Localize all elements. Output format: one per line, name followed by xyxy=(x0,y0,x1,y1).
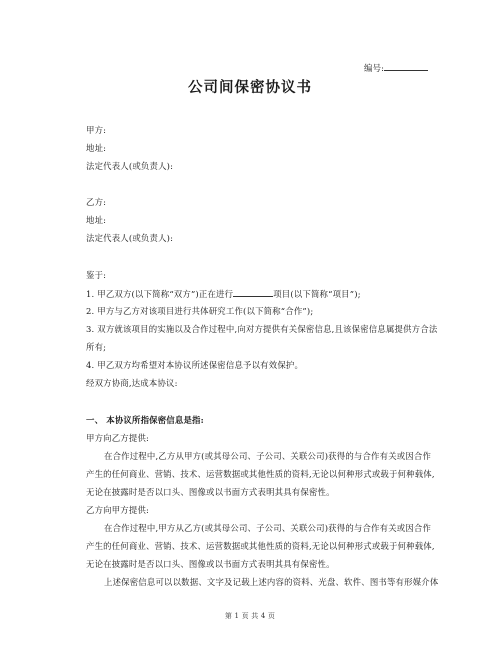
party-a-address: 地址: xyxy=(86,143,107,153)
recital-item-1 xyxy=(86,288,361,300)
section-1-sub-b: 乙方向甲方提供: xyxy=(86,505,150,515)
serial-number-label: 编号: xyxy=(364,63,385,73)
document-title: 公司间保密协议书 xyxy=(188,79,312,96)
section-1-heading: 一、 本协议所指保密信息是指: xyxy=(86,415,204,425)
section-1-para-c-line-1: 上述保密信息可以以数据、文字及记载上述内容的资料、光盘、软件、图书等有形媒介体 xyxy=(104,577,439,587)
section-1-para-b-line-1: 在合作过程中,甲方从乙方(或其母公司、子公司、关联公司)获得的与合作有关或因合作 xyxy=(104,523,432,533)
party-b-representative: 法定代表人(或负责人): xyxy=(86,233,174,243)
party-b-label: 乙方: xyxy=(86,197,107,207)
page-footer: 第 1 页 共 4 页 xyxy=(224,612,276,620)
recital-item-1-text-b: 项目(以下简称“项目”); xyxy=(273,289,361,299)
project-name-blank xyxy=(233,288,273,297)
recital-item-1-text-a: 1. 甲乙双方(以下简称“双方”)正在进行 xyxy=(86,289,234,299)
recitals-heading: 鉴于: xyxy=(86,270,107,280)
recital-item-3-line-2: 所有; xyxy=(86,342,107,352)
party-b-address: 地址: xyxy=(86,215,107,225)
recital-item-2: 2. 甲方与乙方对该项目进行共体研究工作(以下简称“合作”); xyxy=(86,306,314,316)
section-1-sub-a: 甲方向乙方提供: xyxy=(86,433,150,443)
section-1-para-b-line-3: 无论在披露时是否以口头、图像或以书面方式表明其具有保密性。 xyxy=(86,559,335,569)
recital-item-4: 4. 甲乙双方均希望对本协议所述保密信息予以有效保护。 xyxy=(86,360,304,370)
party-a-representative: 法定代表人(或负责人): xyxy=(86,161,174,171)
section-1-para-b-line-2: 产生的任何商业、营销、技术、运营数据或其他性质的资料,无论以何种形式或载于何种载体, xyxy=(86,541,435,551)
section-1-para-a-line-1: 在合作过程中,乙方从甲方(或其母公司、子公司、关联公司)获得的与合作有关或因合作 xyxy=(104,451,432,461)
serial-number-field xyxy=(364,62,428,74)
party-a-label: 甲方: xyxy=(86,125,107,135)
section-1-para-a-line-2: 产生的任何商业、营销、技术、运营数据或其他性质的资料,无论以何种形式或载于何种载体, xyxy=(86,469,435,479)
recitals-conclusion: 经双方协商,达成本协议: xyxy=(86,378,178,388)
recital-item-3-line-1: 3. 双方就该项目的实施以及合作过程中,向对方提供有关保密信息,且该保密信息属提供方合法 xyxy=(86,324,438,334)
serial-number-blank xyxy=(384,62,428,71)
section-1-para-a-line-3: 无论在披露时是否以口头、图像或以书面方式表明其具有保密性。 xyxy=(86,487,335,497)
